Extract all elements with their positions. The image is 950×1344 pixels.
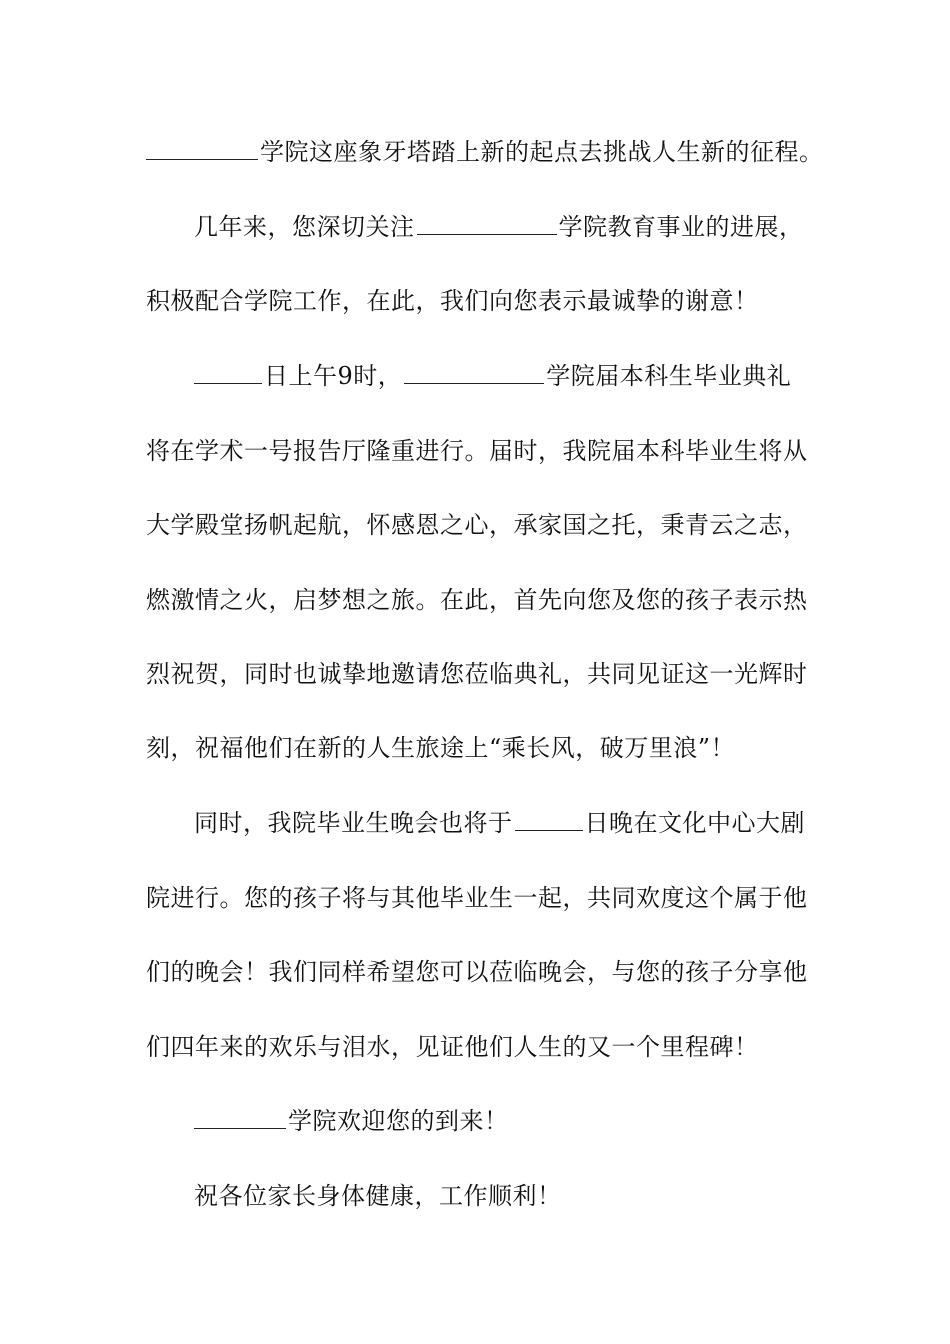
fill-in-blank (194, 361, 262, 384)
paragraph-line-7: 燃激情之火，启梦想之旅。在此，首先向您及您的孩子表示热 (146, 586, 808, 614)
fill-in-blank (515, 808, 583, 831)
fill-in-blank (194, 1106, 286, 1129)
paragraph-line-15: 祝各位家长身体健康，工作顺利！ (194, 1182, 562, 1210)
fill-in-blank (417, 212, 557, 235)
paragraph-line-1: 学院这座象牙塔踏上新的起点去挑战人生新的征程。 (146, 137, 824, 167)
paragraph-line-6: 大学殿堂扬帆起航，怀感恩之心，承家国之托，秉青云之志， (146, 511, 808, 539)
paragraph-line-10: 同时，我院毕业生晚会也将于 日晚在文化中心大剧 (194, 809, 805, 837)
paragraph-line-3: 积极配合学院工作，在此，我们向您表示最诚挚的谢意！ (146, 287, 759, 315)
fill-in-blank (146, 137, 258, 160)
paragraph-line-8: 烈祝贺，同时也诚挚地邀请您莅临典礼，共同见证这一光辉时 (146, 660, 808, 688)
paragraph-line-4: 日上午9时， 学院届本科生毕业典礼 (194, 361, 791, 391)
fill-in-blank (404, 361, 544, 384)
paragraph-line-12: 们的晚会！我们同样希望您可以莅临晚会，与您的孩子分享他 (146, 958, 808, 986)
paragraph-line-5: 将在学术一号报告厅隆重进行。届时，我院届本科毕业生将从 (146, 437, 808, 465)
paragraph-line-13: 们四年来的欢乐与泪水，见证他们人生的又一个里程碑！ (146, 1033, 759, 1061)
paragraph-line-9: 刻，祝福他们在新的人生旅途上“乘长风，破万里浪”！ (146, 734, 736, 762)
paragraph-line-2: 几年来，您深切关注 学院教育事业的进展， (194, 213, 804, 241)
paragraph-line-11: 院进行。您的孩子将与其他毕业生一起，共同欢度这个属于他 (146, 884, 808, 912)
paragraph-line-14: 学院欢迎您的到来！ (194, 1106, 509, 1136)
